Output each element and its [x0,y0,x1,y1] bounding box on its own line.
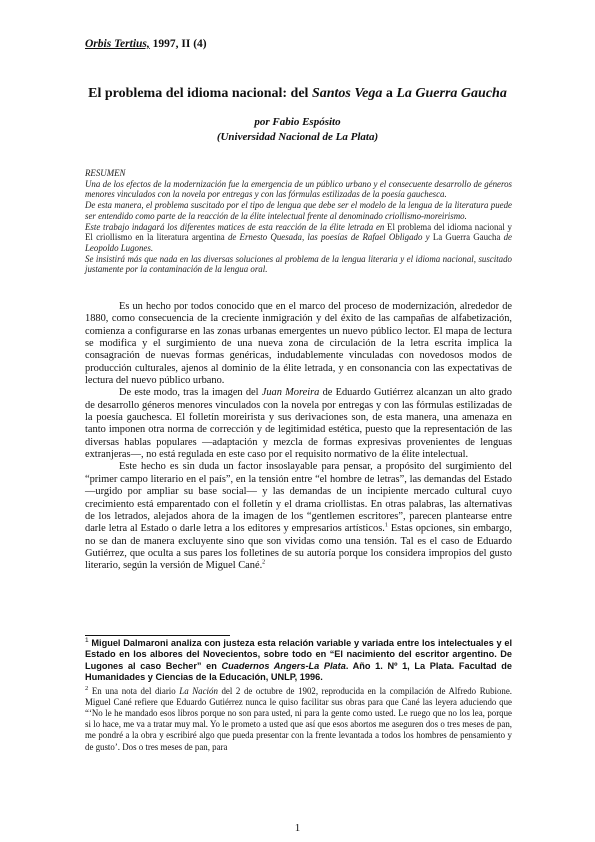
journal-issue: 1997, II (4) [152,38,207,50]
body-paragraph-3: Este hecho es sin duda un factor insoslayable para pensar, a propósito del surgimiento del “primer campo literario en el país”, en la tensión entre “el hombre de letras”, las demandas del Estado —urgido por ampliar su base social— y las demandas de un incipiente mercado cultural cuyo crecimiento está emparentado con el folletín y el drama criollistas. En otras palabras, las alternativas de los letrados, alejados ahora de la imagen de los “gentlemen escritores”, parecen plantearse entre darle letra al Estado o darle letra a los editores y empresarios artísticos.$^1$ Estas opciones, sin embargo, no se dan de manera excluyente sino que son vividas como una tensión. Tal es el caso de Eduardo Gutiérrez, que oculta a sus pares los folletines de su autoría porque los considera impropios del gusto literario, según la versión de Miguel Cané.$^2$ [85,461,512,572]
abstract [85,168,512,275]
abstract-paragraph-4: Se insistirá más que nada en las diversas soluciones al problema de la lengua literaria y el idioma nacional, suscitado justamente por la contaminación de la lengua oral. [85,253,512,275]
body-paragraph-2: De este modo, tras la imagen del Juan Moreira de Eduardo Gutiérrez alcanzan un alto grado de desarrollo géneros menores vinculados con la novela por entregas y con las fórmulas estilizadas de la poesía gauchesca. El folletín moreirista y sus derivaciones son, de esta manera, una amenaza en tanto imponen otra norma de corrección y de legitimidad estética, puesto que la representación de las diversas hablas populares —adaptación y mezcla de formas expresivas provenientes de lenguas extranjeras—, no está regulada en este caso por el requisito normativo de la élite intelectual. [85,387,513,461]
title-prefix: El problema del idioma nacional: del [88,86,312,101]
footnote-ref-1[interactable]: 1 [384,522,388,529]
author-line: por Fabio Espósito [254,116,341,128]
footnote-divider [85,635,230,636]
footnote-1-number: 1 [85,636,89,644]
title-guerra-gaucha: La Guerra Gaucha [396,86,507,101]
footnote-2: $^2$ En una nota del diario La Nación del 2 de octubre de 1902, reproducida en la compilación de Alfredo Rubione. Miguel Cané refiere que Eduardo Gutiérrez nunca le quiso facilitar sus obras para que Cané las leyera aduciendo que “‘No le he mandado esos libros porque no son para usted, ni para la gente como usted. Le ruego que no los lea, porque si lo hace, me va a tratar muy mal. Yo le prometo a usted que así que esos abortos me aseguren dos o tres meses de pan, me pondré a la obra y escribiré algo que pueda presentar con la frente levantada a todos los hombres de pensamiento y de gusto’. Dos o tres meses de pan, para [85,684,512,752]
article-title [60,85,535,103]
article-body [85,301,512,573]
footnote-2-number: 2 [85,684,89,692]
journal-header [85,38,207,50]
body-paragraph-1: Es un hecho por todos conocido que en el marco del proceso de modernización, alrededor de 1880, como consecuencia de la creciente inmigración y del éxito de las campañas de alfabetización, comienza a configurarse en las zonas urbanas emergentes un nuevo público lector. El mapa de lectura se modifica y el surgimiento de una nueva zona de circulación de la letra escrita implica la consagración de nuevas formas genéricas, indudablemente vinculadas con novedosos modos de producción culturales, ajenos al dominio de la élite letrada, y en consonancia con las expectativas de lectura del nuevo público urbano. [85,301,512,387]
author-affiliation: (Universidad Nacional de La Plata) [216,131,379,143]
footnotes [85,638,512,753]
juan-moreira-title: Juan Moreira [261,387,320,399]
abstract-paragraph-3: Este trabajo indagará los diferentes matices de esta reacción de la élite letrada en El problema del idioma nacional y El criollismo en la literatura argentina de Ernesto Quesada, las poesías de Rafael Obligado y La Guerra Gaucha de Leopoldo Lugones. [85,221,513,253]
abstract-heading: RESUMEN [85,168,126,178]
page-number: 1 [294,822,301,834]
footnote-1: $^1$ Miguel Dalmaroni analiza con justeza esta relación variable y variada entre los intelectuales y el Estado en los albores del Novecientos, sobre todo en “El nacimiento del escritor argentino. De Lugones al caso Becher” en Cuadernos Angers-La Plata. Año 1. Nº 1, La Plata. Facultad de Humanidades y Ciencias de la Educación, UNLP, 1996. [85,636,512,683]
journal-name: Orbis Tertius, [85,38,150,50]
title-santos-vega: Santos Vega [311,86,383,101]
footnote-ref-2[interactable]: 2 [262,559,266,566]
abstract-paragraph-1: Una de los efectos de la modernización fue la emergencia de un público urbano y el consecuente desarrollo de géneros menores vinculados con la novela por entregas y con las fórmulas estilizadas de la poesía gauchesca. [85,178,512,200]
title-middle: a [382,86,397,101]
abstract-paragraph-2: De esta manera, el problema suscitado por el tipo de lengua que debe ser el modelo de la lengua de la literatura puede ser entendido como parte de la reacción de la élite intelectual frente al denominado criollismo-moreirismo. [85,200,512,221]
